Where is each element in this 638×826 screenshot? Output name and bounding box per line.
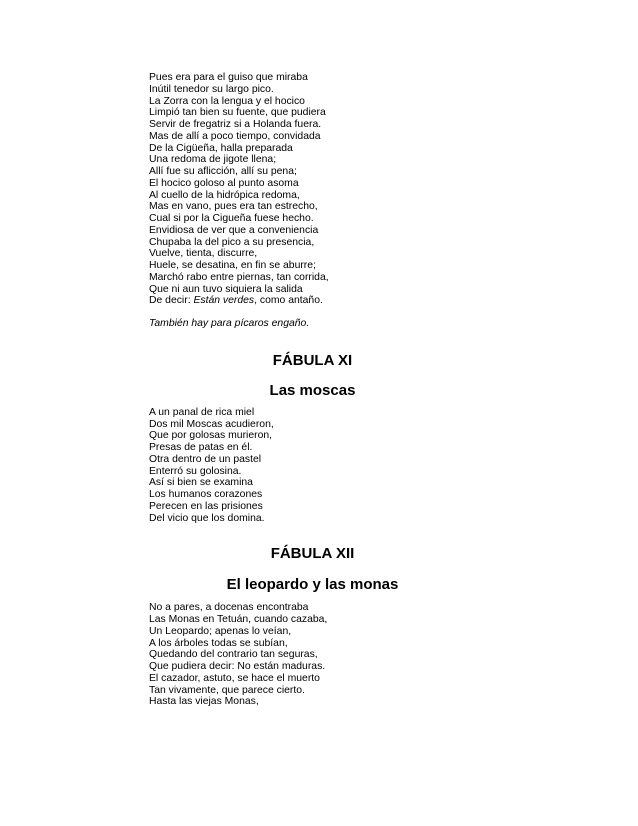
verse-line: Mas en vano, pues era tan estrecho, <box>149 201 318 213</box>
verse-line: Huele, se desatina, en fin se aburre; <box>149 260 316 271</box>
verse-line: Enterró su golosina. <box>149 465 242 477</box>
verse-line: Otra dentro de un pastel <box>149 453 262 465</box>
verse-line: Allí fue su aflicción, allí su pena; <box>149 166 297 177</box>
verse-line: Marchó rabo entre piernas, tan corrida, <box>149 271 329 283</box>
verse-line-last <box>149 295 569 307</box>
verse-line: Limpió tan bien su fuente, que pudiera <box>149 107 326 119</box>
verse-line: Que por golosas murieron, <box>149 430 273 442</box>
verse-line: Los humanos corazones <box>149 489 263 500</box>
last-line-before: De decir: <box>149 295 194 307</box>
verse-line: Envidiosa de ver que a conveniencia <box>149 224 319 236</box>
verse-line: Hasta las viejas Monas, <box>149 696 259 708</box>
verse-line: La Zorra con la lengua y el hocico <box>149 95 305 107</box>
verse-line: Perecen en las prisiones <box>149 500 263 512</box>
verse-line: Una redoma de jigote llena; <box>149 154 277 166</box>
last-line-italic: Están verdes <box>193 295 255 307</box>
fable-12-title: El leopardo y las monas <box>226 576 399 594</box>
intro-verse <box>149 72 569 295</box>
fable-11-verse <box>149 407 569 525</box>
moral-text: También hay para pícaros engaño. <box>149 318 310 329</box>
verse-line: No a pares, a docenas encontraba <box>149 602 309 614</box>
verse-line: Inútil tenedor su largo pico. <box>149 83 274 95</box>
verse-line: De la Cigüeña, halla preparada <box>149 142 293 154</box>
verse-line: Presas de patas en él. <box>149 442 253 453</box>
verse-line: Un Leopardo; apenas lo veían, <box>149 625 292 637</box>
verse-line: Chupaba la del pico a su presencia, <box>149 236 315 248</box>
verse-line: A un panal de rica miel <box>149 406 255 418</box>
verse-line: Las Monas en Tetuán, cuando cazaba, <box>149 614 328 625</box>
verse-line: Pues era para el guiso que miraba <box>149 72 308 83</box>
verse-line: El hocico goloso al punto asoma <box>149 177 299 189</box>
verse-line: Tan vivamente, que parece cierto. <box>149 684 305 696</box>
verse-line: El cazador, astuto, se hace el muerto <box>149 672 320 684</box>
verse-line: Quedando del contrario tan seguras, <box>149 649 318 661</box>
fable-12-number: FÁBULA XII <box>270 545 355 563</box>
document-page <box>149 72 569 708</box>
verse-line: Cual si por la Cigueña fuese hecho. <box>149 213 314 224</box>
verse-line: Del vicio que los domina. <box>149 512 265 524</box>
last-line-after: , como antaño. <box>254 295 323 307</box>
verse-line: Vuelve, tienta, discurre, <box>149 248 258 260</box>
verse-line: Que pudiera decir: No están maduras. <box>149 661 326 672</box>
fable-11-number: FÁBULA XI <box>272 351 353 369</box>
fable-11-title: Las moscas <box>269 381 356 399</box>
verse-line: Servir de fregatriz si a Holanda fuera. <box>149 119 322 130</box>
verse-line: A los árboles todas se subían, <box>149 637 288 649</box>
verse-line: Al cuello de la hidrópica redoma, <box>149 189 300 201</box>
verse-line: Así si bien se examina <box>149 477 253 489</box>
verse-line: Que ni aun tuvo siquiera la salida <box>149 283 303 295</box>
verse-line: Dos mil Moscas acudieron, <box>149 418 274 430</box>
verse-line: Mas de allí a poco tiempo, convidada <box>149 130 321 142</box>
fable-12-verse <box>149 602 569 708</box>
